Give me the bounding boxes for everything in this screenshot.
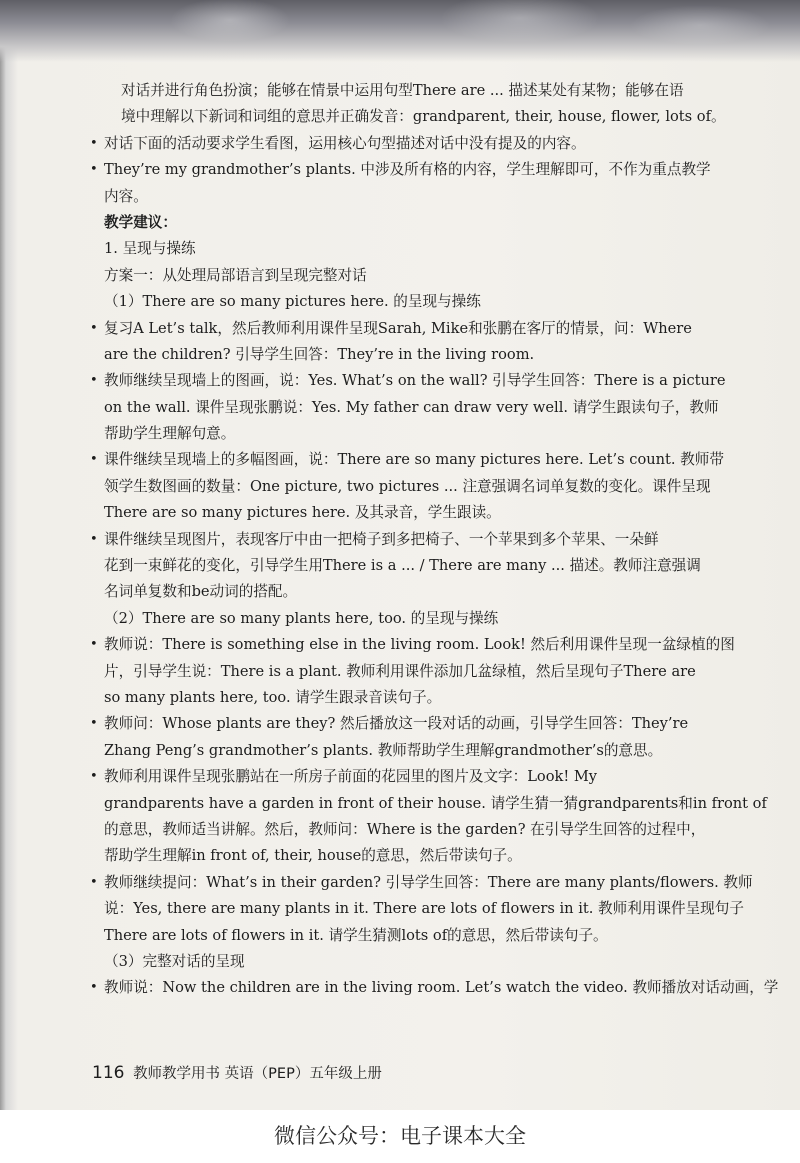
list-item: • 教师问：Whose plants are they? 然后播放这一段对话的动画，引导学生回答：They’re — [104, 711, 754, 737]
text-line: 的意思，教师适当讲解。然后，教师问：Where is the garden? 在引导学生回答的过程中， — [104, 820, 706, 838]
bullet: • — [90, 716, 98, 732]
list-item: • 教师继续呈现墙上的图画，说：Yes. What’s on the wall? 引导学生回答：There is a picture — [104, 368, 754, 394]
text-line: 境中理解以下新词和词组的意思并正确发音：grandparent, their, house, flower, lots of。 — [121, 108, 726, 126]
bullet: • — [90, 531, 98, 547]
text-line: 内容。 — [104, 187, 148, 205]
list-item: • 教师说：There is something else in the living room. Look! 然后利用课件呈现一盆绿植的图 — [104, 632, 754, 658]
text-line: 对话并进行角色扮演；能够在情景中运用句型There are ... 描述某处有某物；能够在语 — [121, 82, 684, 99]
page-footer — [92, 1062, 382, 1083]
list-item: • 教师利用课件呈现张鹏站在一所房子前面的花园里的图片及文字：Look! My — [104, 764, 754, 790]
text-line: grandparents have a garden in front of their house. 请学生猜一猜grandparents和in front of — [104, 794, 767, 812]
page-top-shadow — [0, 0, 800, 62]
page-body — [90, 78, 779, 1002]
text-line: 帮助学生理解in front of, their, house的意思，然后带读句子。 — [104, 847, 522, 865]
bullet: • — [90, 320, 98, 336]
text-line: Zhang Peng’s grandmother’s plants. 教师帮助学生理解grandmother’s的意思。 — [104, 741, 663, 759]
plan-heading: 方案一：从处理局部语言到呈现完整对话 — [104, 266, 367, 284]
text-line: 领学生数图画的数量：One picture, two pictures ... 注意强调名词单复数的变化。课件呈现 — [104, 477, 711, 495]
list-item: • 课件继续呈现墙上的多幅图画，说：There are so many pictures here. Let’s count. 教师带 — [104, 447, 754, 473]
bullet: • — [90, 162, 98, 178]
page-number: 116 — [92, 1063, 125, 1083]
list-item: • 复习A Let’s talk，然后教师利用课件呈现Sarah, Mike和张鹏在客厅的情景，问：Where — [104, 316, 754, 342]
bullet: • — [90, 769, 98, 785]
text-line: 帮助学生理解句意。 — [104, 425, 236, 443]
list-item: • 课件继续呈现图片，表现客厅中由一把椅子到多把椅子、一个苹果到多个苹果、一朵鲜 — [104, 527, 754, 553]
text-line: so many plants here, too. 请学生跟录音读句子。 — [104, 688, 442, 706]
bullet: • — [90, 373, 98, 389]
step-heading: （3）完整对话的呈现 — [104, 952, 245, 970]
text-line: There are lots of flowers in it. 请学生猜测lots of的意思，然后带读句子。 — [104, 926, 608, 944]
subsection-heading: 1. 呈现与操练 — [104, 240, 196, 258]
section-heading: 教学建议： — [104, 213, 177, 231]
text-line: 花到一束鲜花的变化，引导学生用There is a ... / There are many ... 描述。教师注意强调 — [104, 557, 701, 575]
bullet: • — [90, 452, 98, 468]
list-item: • They’re my grandmother’s plants. 中涉及所有格的内容，学生理解即可，不作为重点教学 — [104, 157, 754, 183]
bullet: • — [90, 874, 98, 890]
bullet: • — [90, 980, 98, 996]
step-heading: （1）There are so many pictures here. 的呈现与操练 — [104, 293, 481, 311]
list-item: • 教师继续提问：What’s in their garden? 引导学生回答：There are many plants/flowers. 教师 — [104, 870, 754, 896]
text-line: 片，引导学生说：There is a plant. 教师利用课件添加几盆绿植，然后呈现句子There are — [104, 662, 696, 680]
bullet: • — [90, 135, 98, 151]
step-heading: （2）There are so many plants here, too. 的呈现与操练 — [104, 609, 499, 627]
list-item: • 对话下面的活动要求学生看图，运用核心句型描述对话中没有提及的内容。 — [104, 131, 754, 157]
text-line: 名词单复数和be动词的搭配。 — [104, 583, 298, 601]
text-line: are the children? 引导学生回答：They’re in the living room. — [104, 345, 535, 363]
list-item: • 教师说：Now the children are in the living room. Let’s watch the video. 教师播放对话动画，学 — [104, 975, 754, 1001]
text-line: 说：Yes, there are many plants in it. There are lots of flowers in it. 教师利用课件呈现句子 — [104, 900, 744, 918]
bullet: • — [90, 637, 98, 653]
book-title: 教师教学用书 英语（PEP）五年级上册 — [133, 1066, 382, 1082]
watermark-text: 微信公众号：电子课本大全 — [274, 1124, 526, 1148]
text-line: There are so many pictures here. 及其录音，学生跟读。 — [104, 504, 501, 522]
text-line: on the wall. 课件呈现张鹏说：Yes. My father can draw very well. 请学生跟读句子，教师 — [104, 398, 719, 416]
